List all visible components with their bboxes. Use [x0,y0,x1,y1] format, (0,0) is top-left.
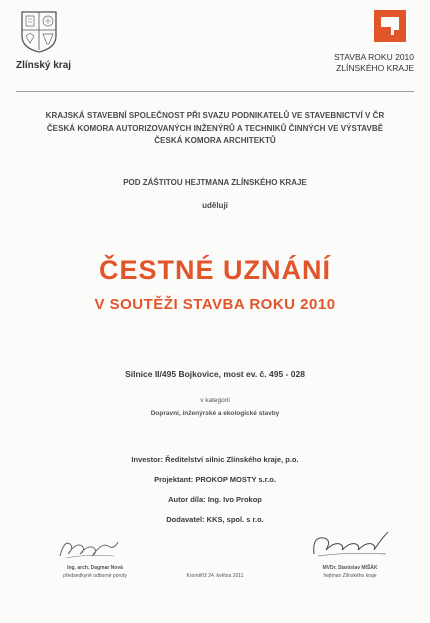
organizer-line: KRAJSKÁ STAVEBNÍ SPOLEČNOST PŘI SVAZU PODNIKATELŮ VE STAVEBNICTVÍ V ČR [45,111,385,120]
category-name: Dopravní, inženýrské a ekologické stavby [150,410,280,417]
organizers [0,110,430,148]
right-signatory-role: hejtman Zlínského kraje [323,573,377,579]
project-name: Silnice II/495 Bojkovice, most ev. č. 495 - 028 [125,369,305,379]
region-crest-icon [20,10,58,54]
place-and-date: Kroměříž 24. května 2011 [186,573,244,579]
stavba-roku-logo-text [334,52,414,74]
certificate-title: ČESTNÉ UZNÁNÍ [98,255,331,285]
header-divider [16,91,414,92]
credit-designer: Projektant: PROKOP MOSTY s.r.o. [154,475,276,484]
logo-line-2: ZLÍNSKÉHO KRAJE [336,63,414,73]
credits [0,450,430,530]
region-name: Zlínský kraj [16,60,72,71]
award-verb: udělují [202,201,228,210]
credit-investor: Investor: Ředitelství silnic Zlínského kraje, p.o. [131,455,299,464]
right-signatory-name: MVDr. Stanislav MIŠÁK [322,565,378,571]
left-signature-icon [56,536,122,562]
credit-supplier: Dodavatel: KKS, spol. s r.o. [166,515,264,524]
category-label: v kategorii [200,397,230,404]
stavba-roku-logo-icon [374,10,406,42]
logo-line-1: STAVBA ROKU 2010 [334,52,414,62]
certificate-subtitle: V SOUTĚŽI STAVBA ROKU 2010 [94,296,336,313]
right-signatory [300,564,400,580]
left-signatory-name: Ing. arch. Dagmar Nová [67,565,123,571]
organizer-line: ČESKÁ KOMORA AUTORIZOVANÝCH INŽENÝRŮ A TECHNIKŮ ČINNÝCH VE VÝSTAVBĚ [46,123,384,133]
organizer-line: ČESKÁ KOMORA ARCHITEKTŮ [154,136,276,145]
patronage-line: POD ZÁŠTITOU HEJTMANA ZLÍNSKÉHO KRAJE [123,178,307,187]
right-signature-icon [308,528,392,560]
credit-author: Autor díla: Ing. Ivo Prokop [168,495,262,504]
left-signatory-role: předsedkyně odborné poroty [63,573,127,579]
